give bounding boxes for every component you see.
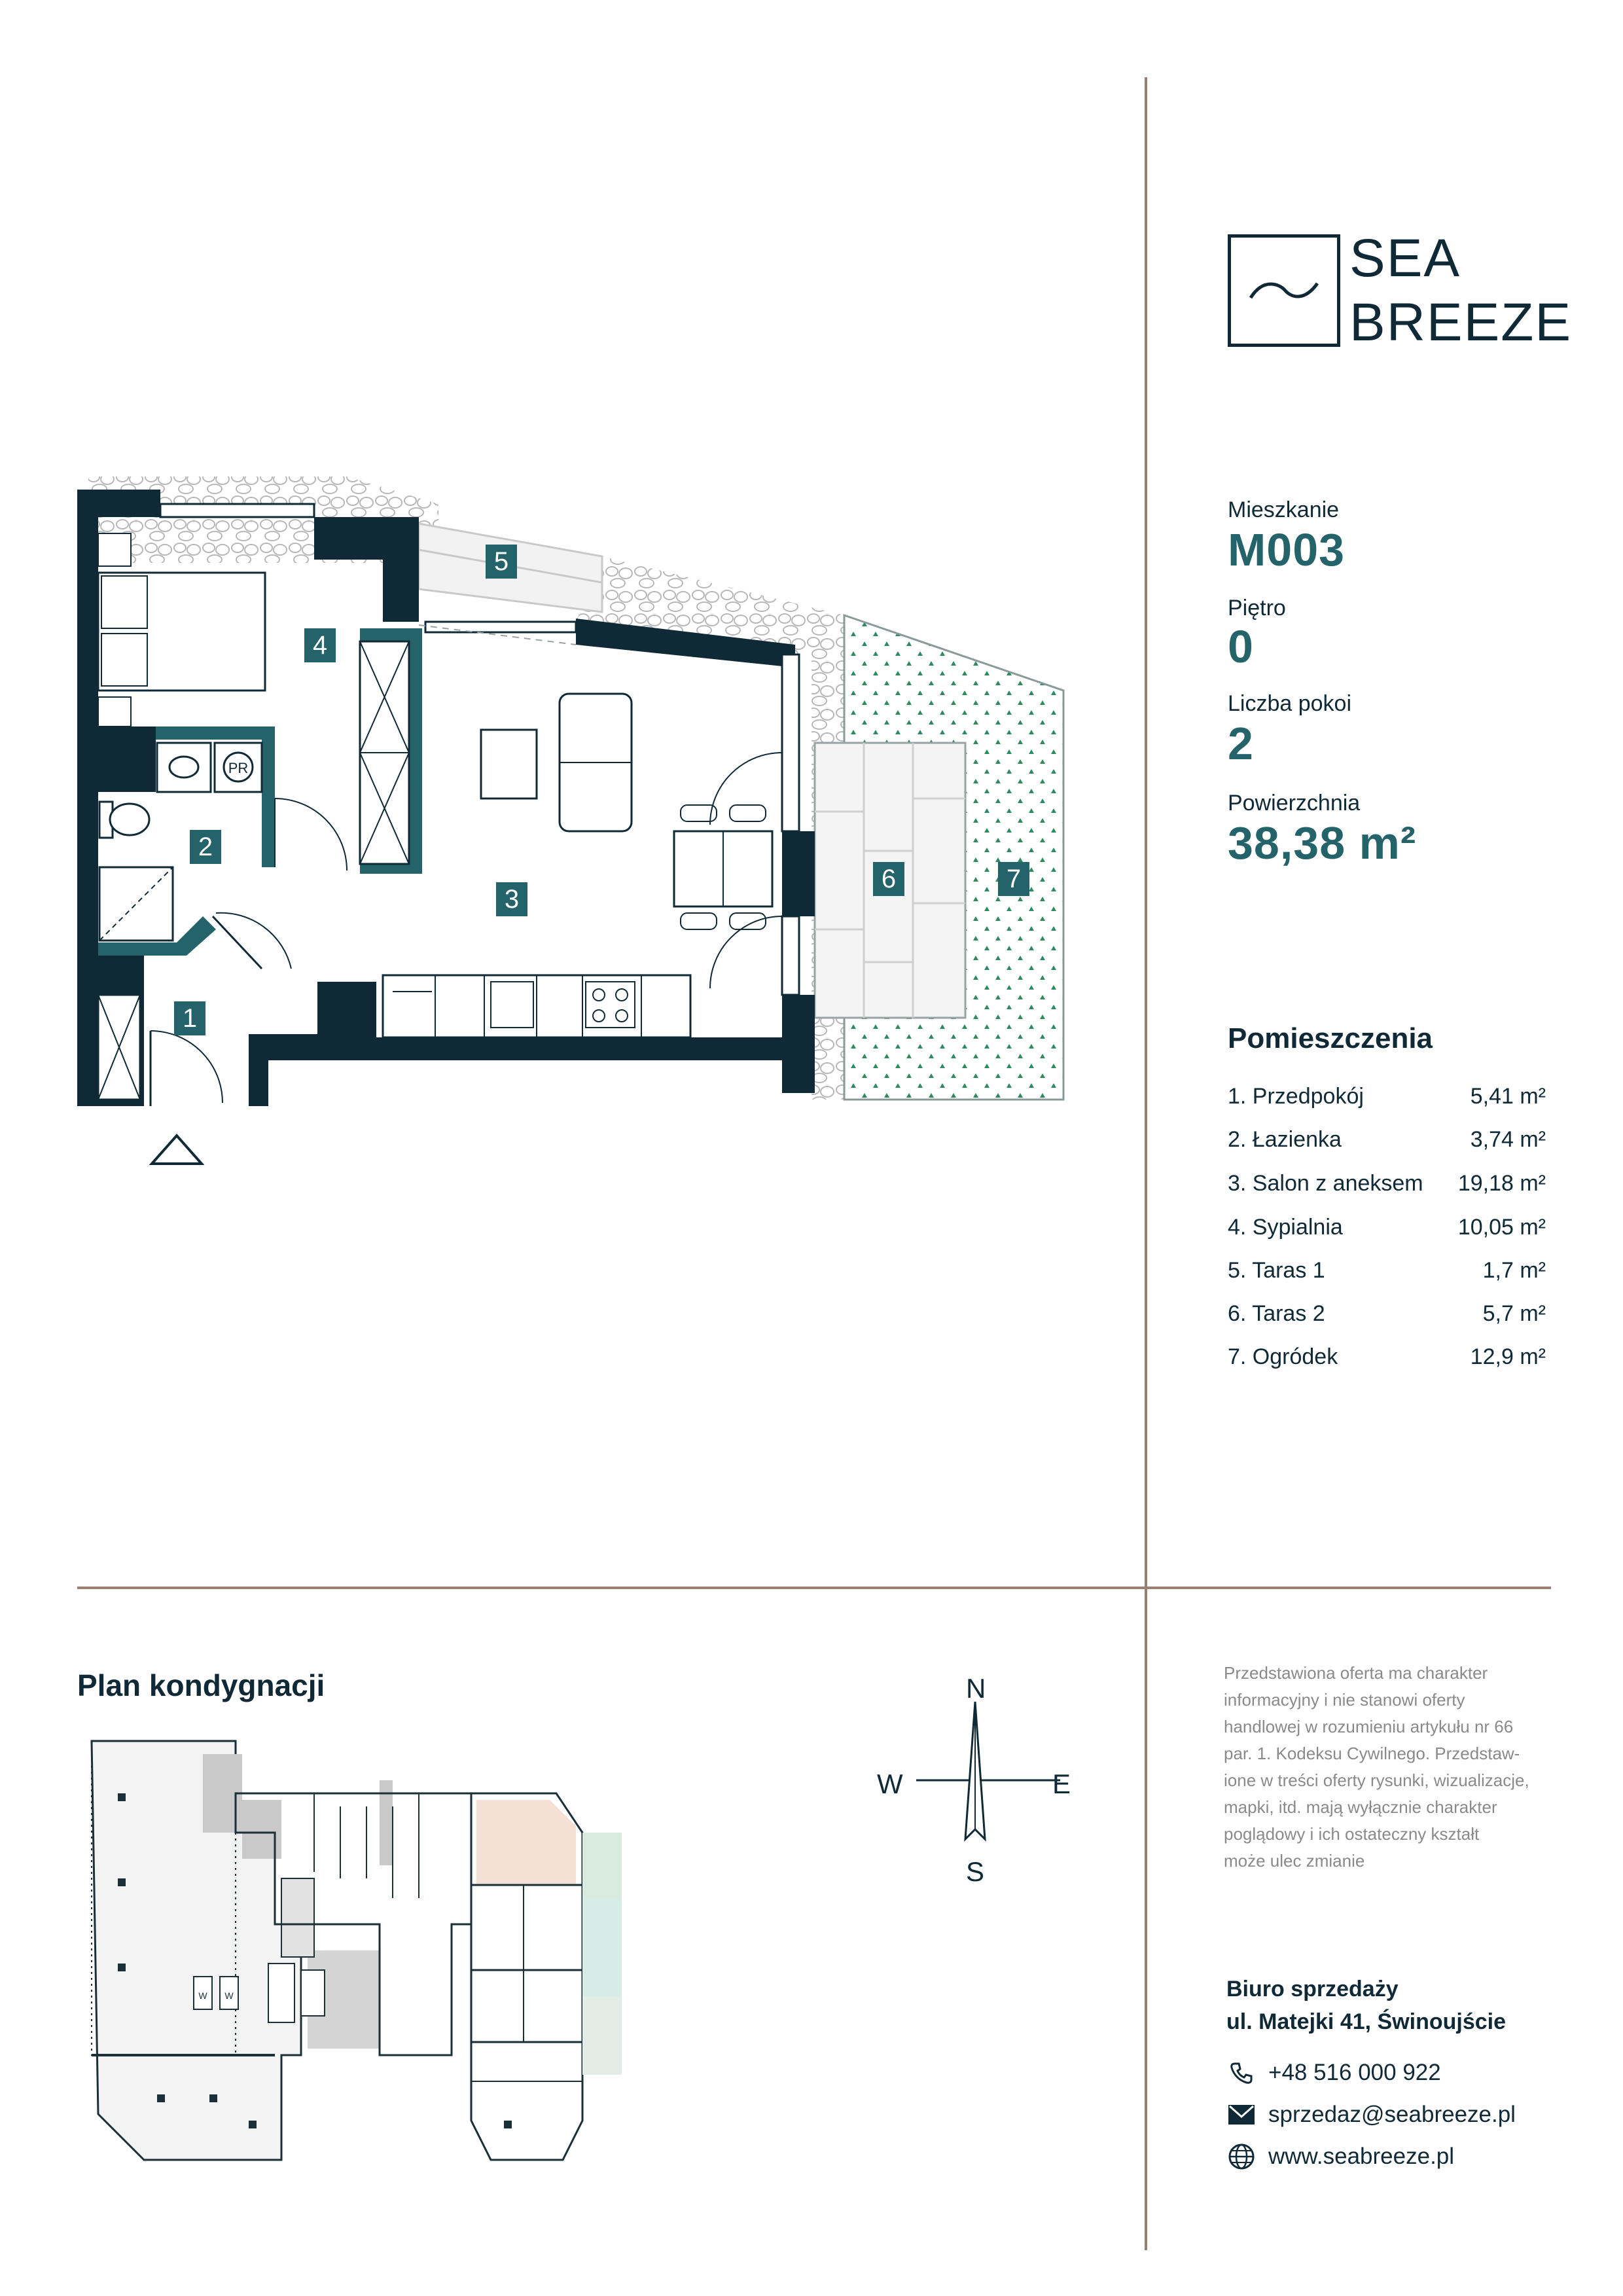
disclaimer-line: par. 1. Kodeksu Cywilnego. Przedstaw- xyxy=(1224,1744,1520,1763)
room-name: 3. Salon z aneksem xyxy=(1228,1171,1423,1196)
disclaimer-line: poglądowy i ich ostateczny kształt xyxy=(1224,1824,1480,1844)
disclaimer-line: może ulec zmianie xyxy=(1224,1851,1365,1871)
room-area: 19,18 m² xyxy=(1457,1171,1546,1196)
contact-phone[interactable] xyxy=(1226,2056,1441,2089)
room-area: 5,41 m² xyxy=(1470,1084,1546,1109)
building-floor-plan xyxy=(79,1728,668,2186)
room-area: 5,7 m² xyxy=(1482,1301,1546,1326)
floor-plan-title: Plan kondygnacji xyxy=(77,1668,325,1702)
room-name: 4. Sypialnia xyxy=(1228,1215,1343,1240)
logo-line-2: BREEZE xyxy=(1349,293,1573,352)
website-url[interactable]: www.seabreeze.pl xyxy=(1268,2144,1455,2169)
room-row xyxy=(1228,1258,1546,1283)
room-area: 3,74 m² xyxy=(1470,1127,1546,1152)
rooms-count-value: 2 xyxy=(1228,718,1254,769)
room-name: 1. Przedpokój xyxy=(1228,1084,1364,1109)
area-label: Powierzchnia xyxy=(1228,791,1361,816)
logo-line-1: SEA xyxy=(1349,228,1461,288)
disclaimer xyxy=(1224,1660,1564,1874)
plan-label-3: 3 xyxy=(496,882,527,916)
office-address: ul. Matejki 41, Świnoujście xyxy=(1226,2009,1507,2034)
contact-email[interactable] xyxy=(1226,2098,1516,2131)
disclaimer-line: mapki, itd. mają wyłącznie charakter xyxy=(1224,1797,1497,1817)
room-row xyxy=(1228,1127,1546,1153)
disclaimer-line: Przedstawiona oferta ma charakter xyxy=(1224,1663,1488,1683)
room-name: 2. Łazienka xyxy=(1228,1127,1342,1152)
rooms-count-label: Liczba pokoi xyxy=(1228,691,1352,716)
room-row xyxy=(1228,1301,1546,1327)
storage-mark: W xyxy=(198,1990,207,2001)
envelope-icon xyxy=(1226,2100,1257,2130)
room-name: 6. Taras 2 xyxy=(1228,1301,1325,1326)
washer-label: PR xyxy=(228,760,249,776)
disclaimer-line: informacyjny i nie stanowi oferty xyxy=(1224,1690,1465,1710)
apartment-id: M003 xyxy=(1228,524,1346,575)
disclaimer-line: handlowej w rozumieniu artykułu nr 66 xyxy=(1224,1717,1514,1736)
office-title: Biuro sprzedaży xyxy=(1226,1977,1399,2001)
rooms-section-title: Pomieszczenia xyxy=(1228,1022,1433,1054)
compass-north: N xyxy=(966,1673,986,1704)
room-row xyxy=(1228,1344,1546,1370)
storage-mark: W xyxy=(224,1990,234,2001)
contact-website[interactable] xyxy=(1226,2140,1454,2173)
plan-label-5: 5 xyxy=(486,545,517,579)
room-area: 1,7 m² xyxy=(1482,1258,1546,1283)
disclaimer-line: ione w treści oferty rysunki, wizualizacje, xyxy=(1224,1770,1529,1790)
plan-label-1: 1 xyxy=(174,1001,205,1035)
room-name: 5. Taras 1 xyxy=(1228,1258,1325,1283)
floor-value: 0 xyxy=(1228,621,1254,672)
room-row xyxy=(1228,1171,1546,1196)
horizontal-divider xyxy=(77,1587,1551,1589)
area-value: 38,38 m² xyxy=(1228,817,1417,869)
apartment-label: Mieszkanie xyxy=(1228,497,1340,522)
room-area: 10,05 m² xyxy=(1457,1215,1546,1240)
apartment-floor-plan xyxy=(0,0,1152,1178)
plan-label-7: 7 xyxy=(998,862,1029,896)
logo-wave-icon xyxy=(1228,234,1340,347)
compass-east: E xyxy=(1052,1768,1071,1799)
room-area: 12,9 m² xyxy=(1470,1344,1546,1369)
phone-icon xyxy=(1226,2058,1257,2088)
email-address[interactable]: sprzedaz@seabreeze.pl xyxy=(1268,2102,1516,2127)
room-row xyxy=(1228,1215,1546,1240)
phone-number[interactable]: +48 516 000 922 xyxy=(1268,2060,1441,2085)
plan-label-6: 6 xyxy=(873,862,904,896)
compass-south: S xyxy=(966,1856,985,1887)
plan-label-4: 4 xyxy=(304,628,336,662)
plan-label-2: 2 xyxy=(190,830,221,864)
room-name: 7. Ogródek xyxy=(1228,1344,1338,1369)
compass-west: W xyxy=(877,1768,903,1799)
globe-icon xyxy=(1226,2142,1257,2172)
floor-label: Piętro xyxy=(1228,596,1286,620)
room-row xyxy=(1228,1084,1546,1109)
